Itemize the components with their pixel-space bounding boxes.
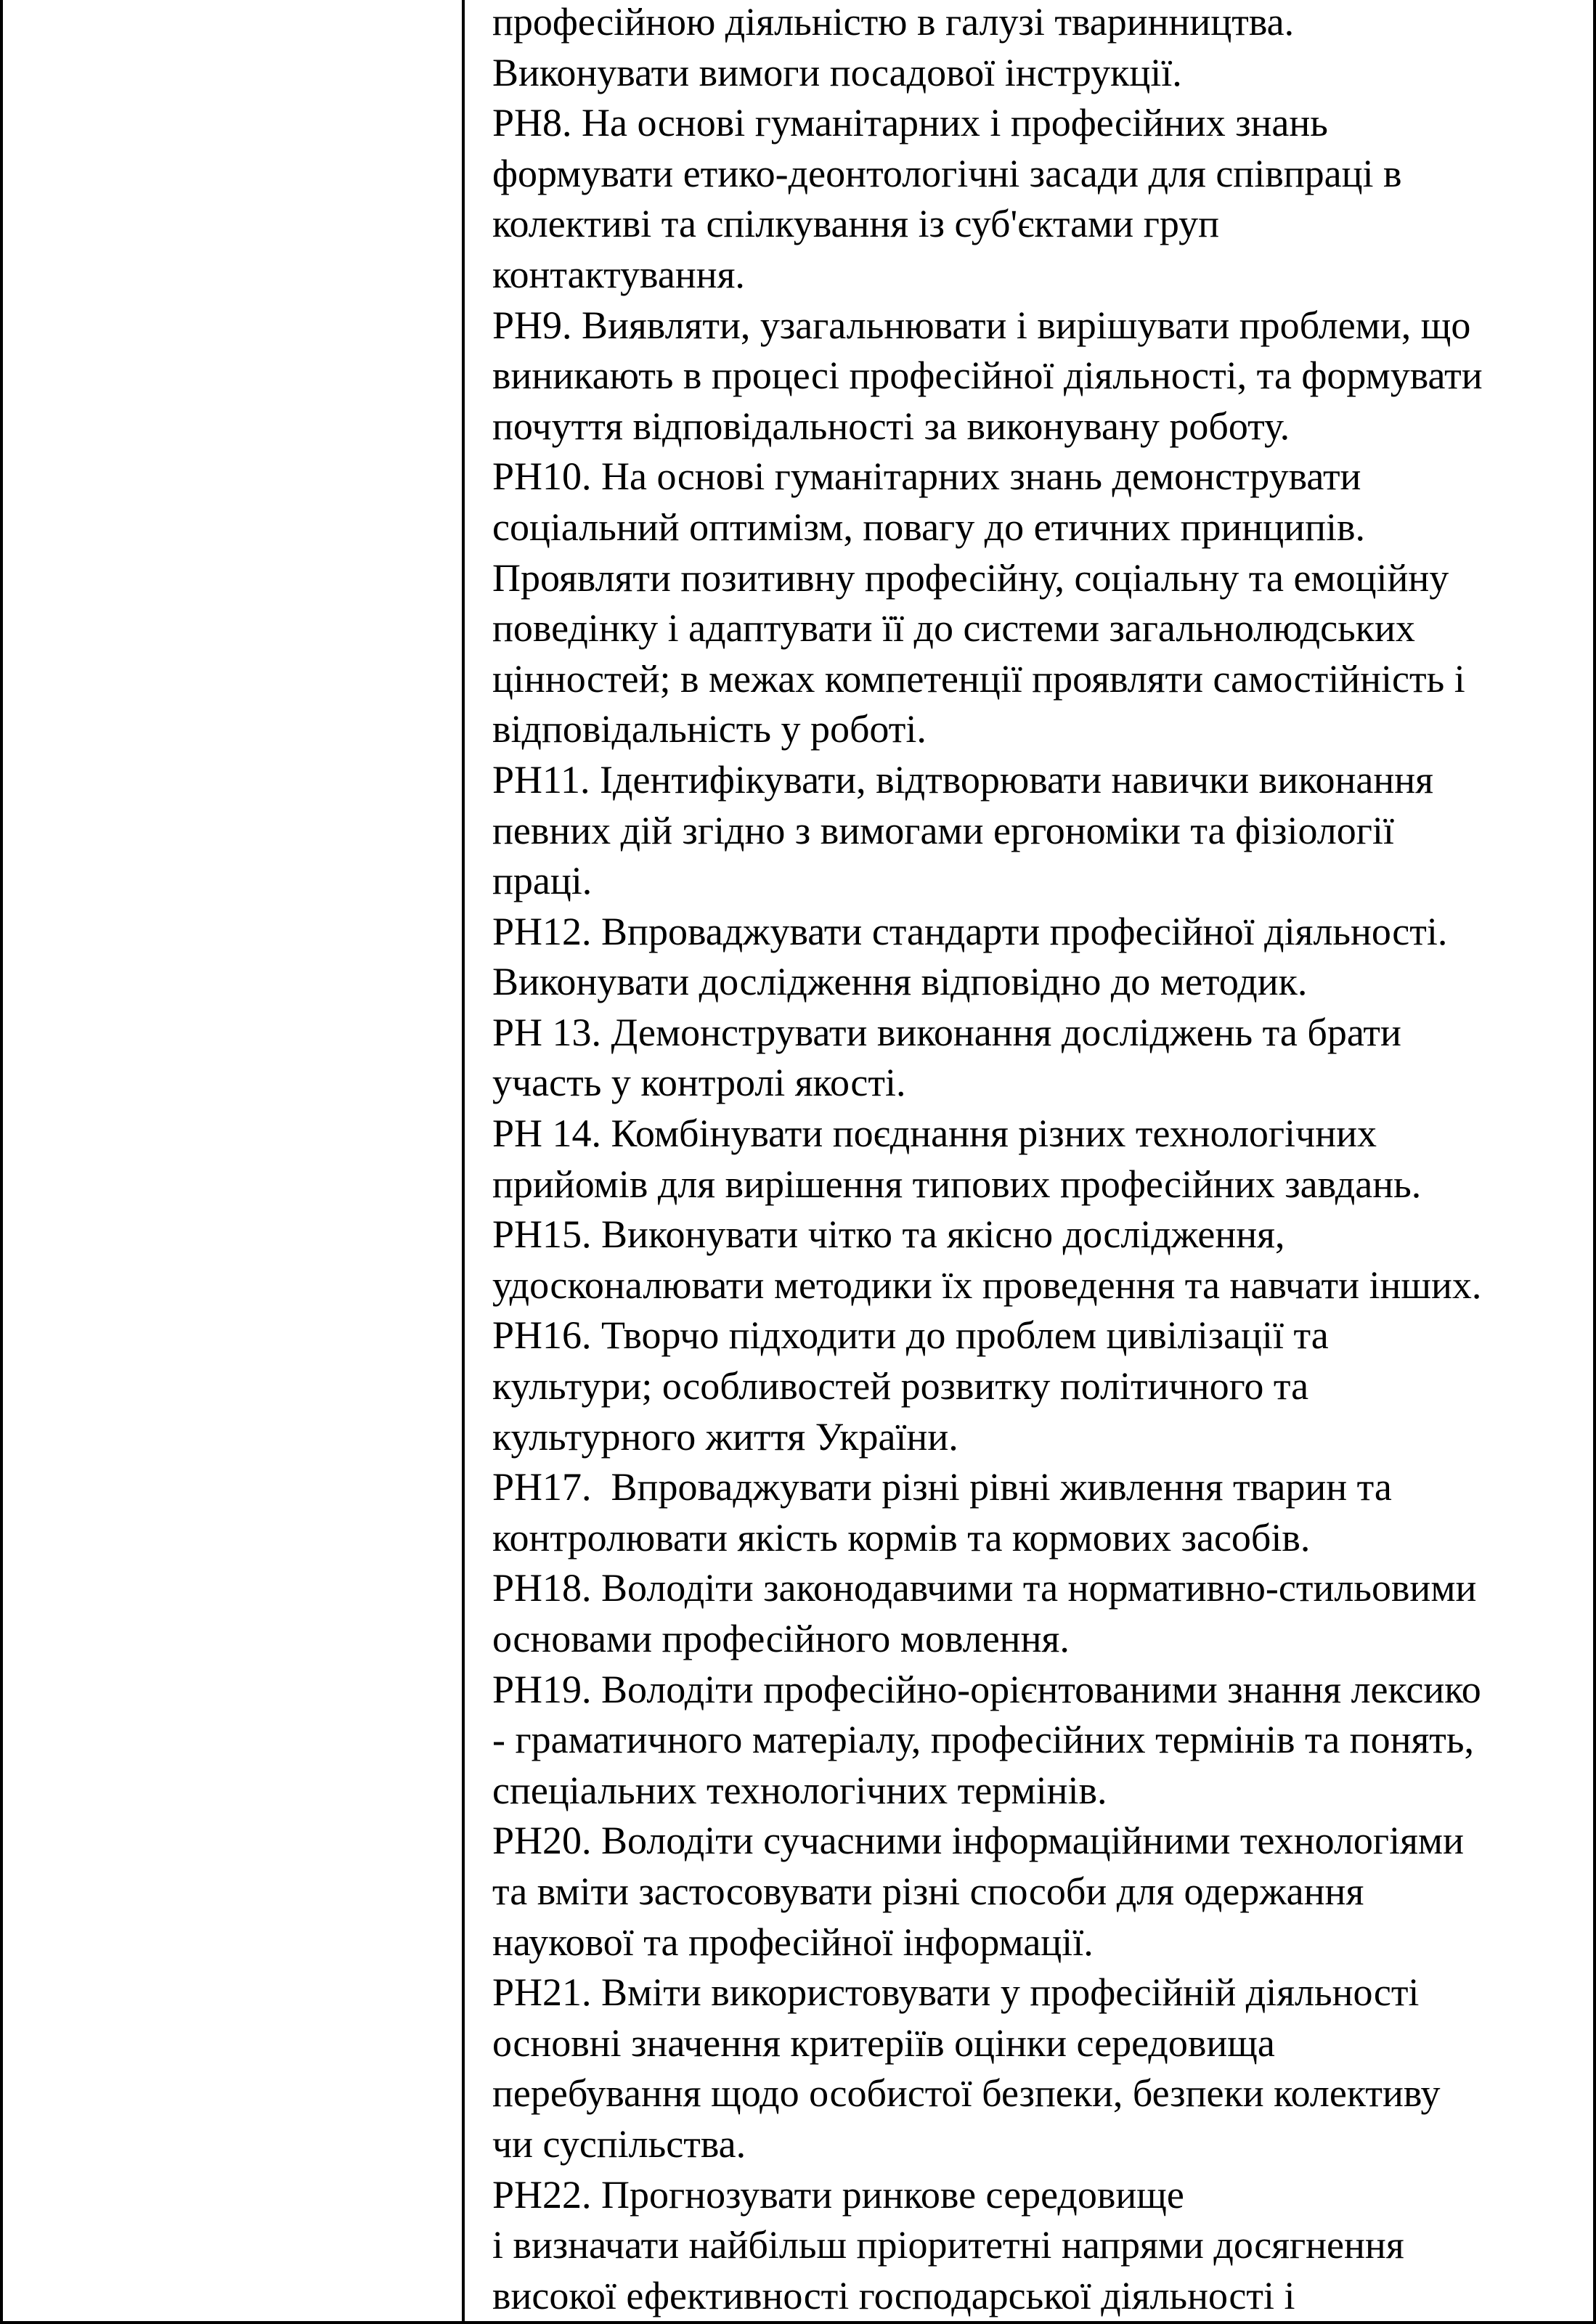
learning-outcomes-text <box>492 0 1589 2321</box>
text-line: РН17. Впроваджувати різні рівні живлення тварин та <box>492 1465 1392 1509</box>
text-line: поведінку і адаптувати її до системи загальнолюдських <box>492 606 1415 651</box>
text-line: виникають в процесі професійної діяльності, та формувати <box>492 354 1483 398</box>
text-line: основами професійного мовлення. <box>492 1617 1070 1660</box>
table-row <box>1 0 1595 2323</box>
text-line: чи суспільства. <box>492 2121 746 2166</box>
text-line: РН 13. Демонструвати виконання досліджень та брати <box>492 1010 1401 1054</box>
text-line: формувати етико-деонтологічні засади для співпраці в <box>492 151 1402 195</box>
table-cell-left-empty <box>1 0 463 2323</box>
text-line: праці. <box>492 859 593 903</box>
text-line: Виконувати дослідження відповідно до методик. <box>492 960 1308 1004</box>
text-line: Проявляти позитивну професійну, соціальну та емоційну <box>492 555 1449 600</box>
text-line: удосконалювати методики їх проведення та навчати інших. <box>492 1263 1482 1307</box>
text-line: колективі та спілкування із суб'єктами груп <box>492 202 1220 246</box>
text-line: та вміти застосовувати різні способи для одержання <box>492 1869 1364 1913</box>
text-line: РН11. Ідентифікувати, відтворювати навички виконання <box>492 757 1433 802</box>
text-line: цінностей; в межах компетенції проявляти самостійність і <box>492 656 1465 701</box>
text-line: і визначати найбільш пріоритетні напрями досягнення <box>492 2223 1404 2267</box>
text-line: РН8. На основі гуманітарних і професійних знань <box>492 101 1328 145</box>
text-line: професійною діяльністю в галузі тваринництва. <box>492 0 1295 44</box>
text-line: РН 14. Комбінувати поєднання різних технологічних <box>492 1112 1377 1156</box>
text-line: РН15. Виконувати чітко та якісно дослідження, <box>492 1212 1285 1257</box>
text-line: певних дій згідно з вимогами ергономіки та фізіології <box>492 808 1394 852</box>
text-line: РН12. Впроваджувати стандарти професійної діяльності. <box>492 909 1448 953</box>
text-line: соціальний оптимізм, повагу до етичних принципів. <box>492 505 1365 549</box>
text-line: РН20. Володіти сучасними інформаційними технологіями <box>492 1819 1464 1863</box>
text-line: участь у контролі якості. <box>492 1061 906 1105</box>
table-cell-learning-outcomes <box>463 0 1595 2323</box>
text-line: почуття відповідальності за виконувану роботу. <box>492 404 1290 448</box>
text-line: РН10. На основі гуманітарних знань демонструвати <box>492 454 1361 499</box>
text-line: РН21. Вміти використовувати у професійній діяльності <box>492 1970 1420 2015</box>
text-line: наукової та професійної інформації. <box>492 1920 1094 1964</box>
text-line: основні значення критеріїв оцінки середовища <box>492 2021 1275 2065</box>
text-line: РН16. Творчо підходити до проблем цивілізації та <box>492 1313 1329 1358</box>
text-line: РН18. Володіти законодавчими та нормативно-стильовими <box>492 1566 1477 1610</box>
text-line: високої ефективності господарської діяльності і <box>492 2273 1295 2317</box>
text-line: перебування щодо особистої безпеки, безпеки колективу <box>492 2071 1441 2116</box>
text-line: відповідальність у роботі. <box>492 707 927 751</box>
text-line: РН19. Володіти професійно-орієнтованими знання лексико <box>492 1667 1481 1711</box>
text-line: культурного життя України. <box>492 1414 958 1459</box>
text-line: контактування. <box>492 252 745 296</box>
text-line: спеціальних технологічних термінів. <box>492 1768 1107 1812</box>
text-line: - граматичного матеріалу, професійних термінів та понять, <box>492 1718 1475 1762</box>
text-line: культури; особливостей розвитку політичного та <box>492 1364 1309 1408</box>
text-line: контролювати якість кормів та кормових засобів. <box>492 1515 1311 1559</box>
text-line: прийомів для вирішення типових професійних завдань. <box>492 1162 1422 1206</box>
text-line: Виконувати вимоги посадової інструкції. <box>492 50 1182 94</box>
text-line: РН22. Прогнозувати ринкове середовище <box>492 2172 1184 2217</box>
text-line: РН9. Виявляти, узагальнювати і вирішувати проблеми, що <box>492 303 1471 347</box>
